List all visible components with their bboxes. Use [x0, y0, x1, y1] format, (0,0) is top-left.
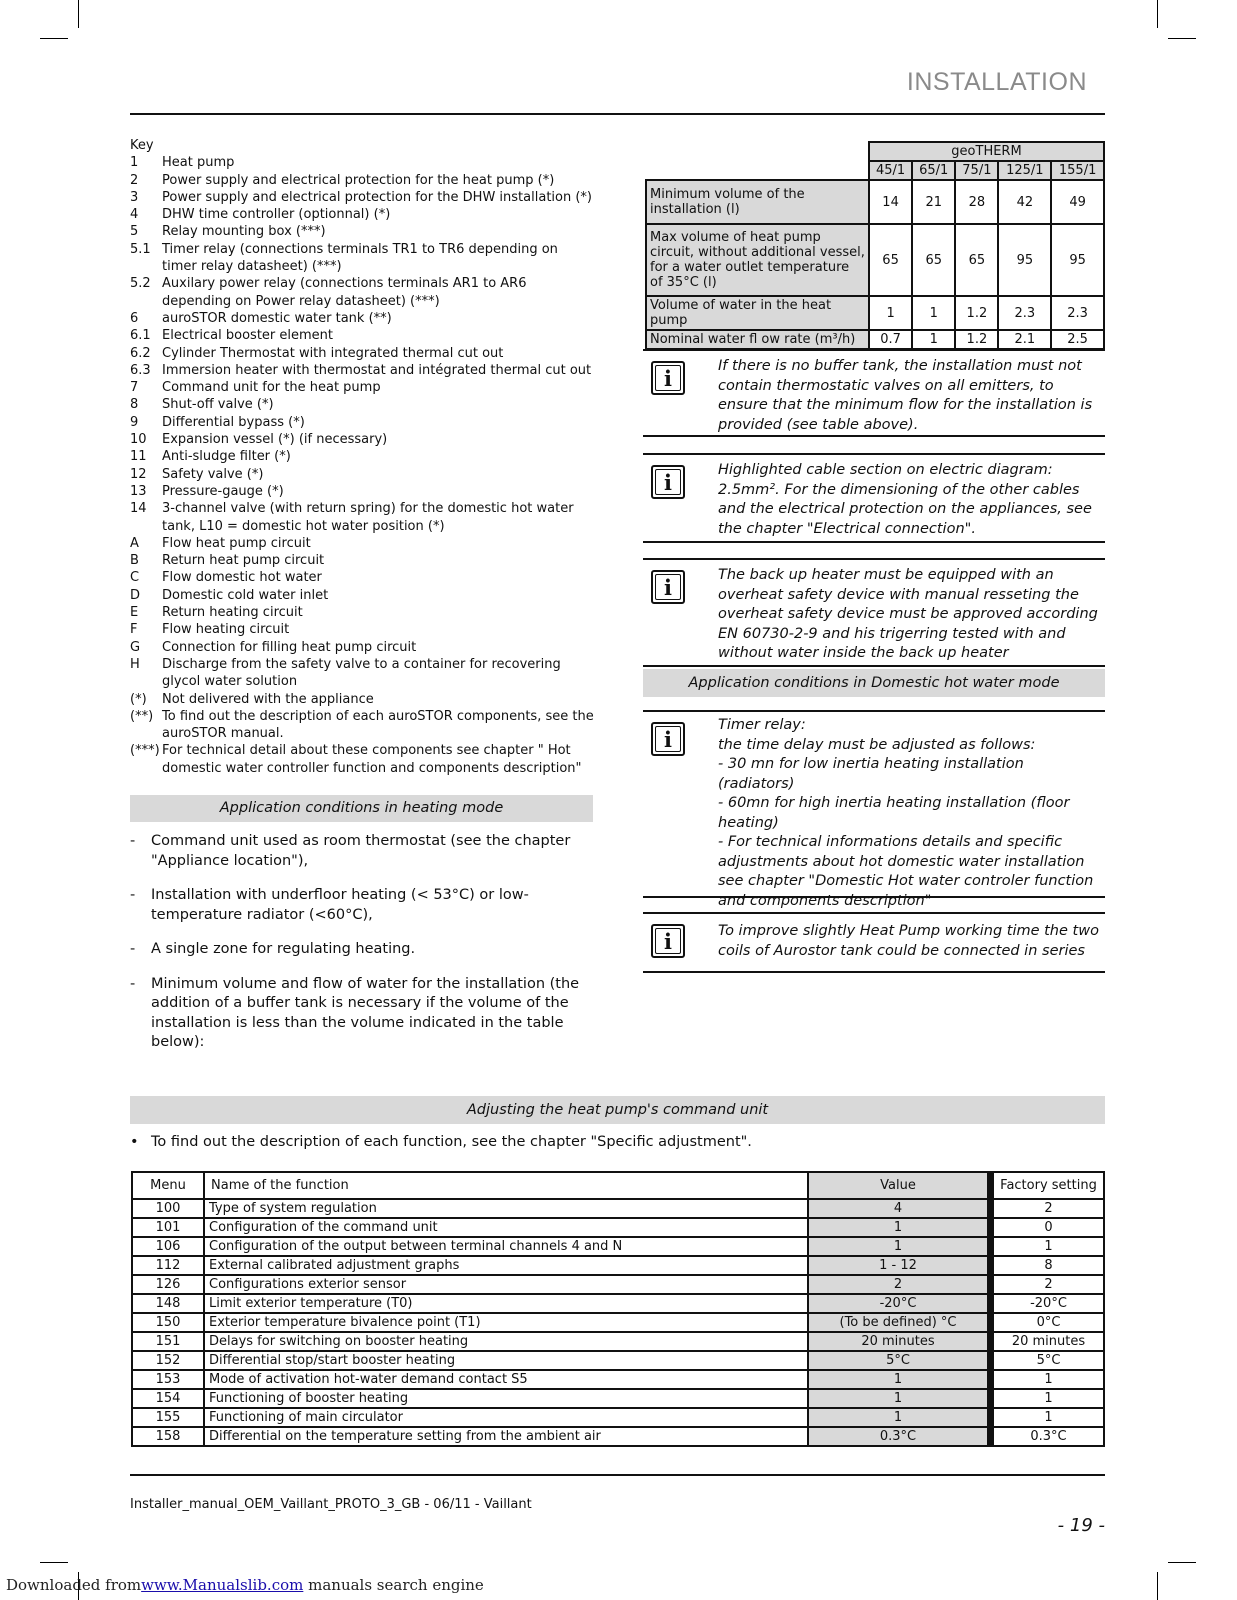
key-text: Expansion vessel (*) (if necessary) — [162, 432, 388, 448]
key-item — [130, 587, 595, 604]
download-prefix: Downloaded from — [6, 1576, 142, 1594]
crop-mark — [1157, 0, 1158, 28]
key-number: (**) — [130, 708, 154, 724]
factory-cell: 2 — [991, 1199, 1105, 1218]
key-number: C — [130, 570, 140, 586]
info-icon: i — [651, 361, 685, 395]
key-text: Return heating circuit — [162, 605, 303, 621]
key-text: Power supply and electrical protection for the heat pump (*) — [162, 172, 555, 188]
table-row — [132, 1313, 1104, 1332]
key-number: 6.2 — [130, 345, 151, 361]
heating-conditions-list — [130, 832, 600, 1068]
key-number: (*) — [130, 691, 147, 707]
column-header: Menu — [132, 1172, 204, 1199]
key-item — [130, 223, 595, 240]
menu-cell: 158 — [132, 1427, 204, 1446]
key-item — [130, 569, 595, 586]
key-item — [130, 656, 595, 691]
key-item — [130, 206, 595, 223]
command-unit-note — [130, 1134, 752, 1150]
key-text: Relay mounting box (***) — [162, 224, 326, 240]
key-item — [130, 552, 595, 569]
model-header: 125/1 — [998, 161, 1051, 180]
info-note — [643, 710, 1105, 909]
key-text: Electrical booster element — [162, 328, 333, 344]
key-number: (***) — [130, 743, 160, 759]
key-number: 12 — [130, 466, 147, 482]
key-item — [130, 500, 595, 535]
info-note — [643, 558, 1105, 667]
key-item — [130, 241, 595, 276]
dhw-mode-heading: Application conditions in Domestic hot water mode — [643, 669, 1105, 697]
menu-cell: 154 — [132, 1389, 204, 1408]
key-item — [130, 535, 595, 552]
key-number: 1 — [130, 155, 139, 171]
table-cell: 2.5 — [1051, 330, 1104, 349]
key-item — [130, 154, 595, 171]
key-number: G — [130, 639, 141, 655]
menu-cell: 155 — [132, 1408, 204, 1427]
footer-doc: Installer_manual_OEM_Vaillant_PROTO_3_GB - 06/11 - Vaillant — [130, 1497, 532, 1512]
value-cell: 1 — [808, 1389, 991, 1408]
menu-cell: 100 — [132, 1199, 204, 1218]
key-number: 8 — [130, 397, 139, 413]
key-item — [130, 691, 595, 708]
info-note — [643, 912, 1105, 973]
key-text: Power supply and electrical protection for the DHW installation (*) — [162, 189, 592, 205]
key-item — [130, 327, 595, 344]
factory-cell: -20°C — [991, 1294, 1105, 1313]
key-number: 5.2 — [130, 276, 151, 292]
key-number: 7 — [130, 380, 139, 396]
table-cell: 14 — [869, 180, 912, 224]
note-text: Highlighted cable section on electric diagram: 2.5mm². For the dimensioning of the other cables and the electrical protection on the appliances, see the chapter "Electrical connection". — [718, 462, 1092, 537]
table-cell: 1.2 — [955, 296, 998, 330]
key-text: Connection for filling heat pump circuit — [162, 639, 417, 655]
key-number: 3 — [130, 189, 139, 205]
key-text: Safety valve (*) — [162, 466, 264, 482]
table-cell: 65 — [955, 224, 998, 296]
crop-mark — [1168, 38, 1196, 39]
key-text: Heat pump — [162, 155, 235, 171]
value-cell: 1 — [808, 1218, 991, 1237]
row-label: Minimum volume of the installation (l) — [646, 180, 869, 224]
key-number: E — [130, 605, 139, 621]
function-cell: Type of system regulation — [204, 1199, 808, 1218]
table-row — [132, 1199, 1104, 1218]
value-cell: -20°C — [808, 1294, 991, 1313]
value-cell: 1 — [808, 1408, 991, 1427]
function-cell: Functioning of main circulator — [204, 1408, 808, 1427]
function-cell: Functioning of booster heating — [204, 1389, 808, 1408]
table-cell: 49 — [1051, 180, 1104, 224]
table-row — [132, 1256, 1104, 1275]
model-header: 75/1 — [955, 161, 998, 180]
key-text: To find out the description of each auroSTOR components, see the auroSTOR manual. — [162, 708, 594, 742]
info-icon: i — [651, 722, 685, 756]
crop-mark — [40, 38, 68, 39]
key-text: Auxilary power relay (connections terminals AR1 to AR6 depending on Power relay datasheet) (***) — [162, 276, 527, 309]
key-item — [130, 414, 595, 431]
key-text: Anti-sludge filter (*) — [162, 449, 291, 465]
column-header: Name of the function — [204, 1172, 808, 1199]
key-number: A — [130, 535, 139, 551]
table-blank — [646, 161, 869, 180]
info-icon: i — [651, 570, 685, 604]
key-text: For technical detail about these components see chapter " Hot domestic water controller function and components description" — [162, 743, 582, 776]
key-number: F — [130, 622, 138, 638]
crop-mark — [1168, 1562, 1196, 1563]
table-cell: 1.2 — [955, 330, 998, 349]
table-cell: 2.3 — [998, 296, 1051, 330]
key-text: Not delivered with the appliance — [162, 691, 374, 707]
table-cell: 2.3 — [1051, 296, 1104, 330]
key-item — [130, 639, 595, 656]
key-number: 10 — [130, 432, 147, 448]
table-cell: 65 — [912, 224, 955, 296]
key-number: B — [130, 553, 139, 569]
function-cell: Differential stop/start booster heating — [204, 1351, 808, 1370]
key-number: 4 — [130, 207, 139, 223]
factory-cell: 20 minutes — [991, 1332, 1105, 1351]
value-cell: 4 — [808, 1199, 991, 1218]
heating-mode-heading: Application conditions in heating mode — [130, 795, 593, 822]
key-item — [130, 189, 595, 206]
key-number: 13 — [130, 483, 147, 499]
list-item: - A single zone for regulating heating. — [130, 940, 600, 960]
key-number: 6.3 — [130, 362, 151, 378]
geotherm-title: geoTHERM — [869, 142, 1104, 161]
value-cell: (To be defined) °C — [808, 1313, 991, 1332]
function-cell: Configuration of the output between terminal channels 4 and N — [204, 1237, 808, 1256]
key-number: 5 — [130, 224, 139, 240]
key-text: Command unit for the heat pump — [162, 380, 381, 396]
key-text: DHW time controller (optionnal) (*) — [162, 207, 391, 223]
key-number: 5.1 — [130, 241, 151, 257]
key-text: Shut-off valve (*) — [162, 397, 274, 413]
menu-cell: 152 — [132, 1351, 204, 1370]
key-text: Domestic cold water inlet — [162, 587, 329, 603]
function-cell: Delays for switching on booster heating — [204, 1332, 808, 1351]
key-item — [130, 448, 595, 465]
factory-cell: 0 — [991, 1218, 1105, 1237]
key-text: Pressure-gauge (*) — [162, 483, 284, 499]
function-cell: Limit exterior temperature (T0) — [204, 1294, 808, 1313]
factory-cell: 8 — [991, 1256, 1105, 1275]
menu-cell: 153 — [132, 1370, 204, 1389]
note-text: Timer relay: the time delay must be adjusted as follows: - 30 mn for low inertia heating installation (radiators) - 60mn for high inertia heating installation (floor heating) - For technical informations details and specific adjustments about hot domestic water installation see chapter "Domestic Hot water controler function and components description" — [718, 717, 1094, 909]
table-cell: 1 — [912, 330, 955, 349]
table-cell: 95 — [998, 224, 1051, 296]
factory-cell: 1 — [991, 1237, 1105, 1256]
key-text: Flow domestic hot water — [162, 570, 322, 586]
factory-cell: 0.3°C — [991, 1427, 1105, 1446]
table-cell: 28 — [955, 180, 998, 224]
key-text: Immersion heater with thermostat and intégrated thermal cut out — [162, 362, 592, 378]
value-cell: 1 — [808, 1370, 991, 1389]
function-cell: External calibrated adjustment graphs — [204, 1256, 808, 1275]
menu-cell: 150 — [132, 1313, 204, 1332]
divider — [130, 113, 1105, 115]
table-cell: 65 — [869, 224, 912, 296]
table-row — [132, 1389, 1104, 1408]
key-item — [130, 275, 595, 310]
key-text: Differential bypass (*) — [162, 414, 305, 430]
key-number: 6.1 — [130, 328, 151, 344]
table-row — [132, 1218, 1104, 1237]
key-list — [130, 137, 595, 777]
table-row — [132, 1408, 1104, 1427]
menu-cell: 148 — [132, 1294, 204, 1313]
table-row — [132, 1370, 1104, 1389]
manualslib-link[interactable]: www.Manualslib.com — [141, 1576, 304, 1594]
key-text: Flow heating circuit — [162, 622, 290, 638]
model-header: 45/1 — [869, 161, 912, 180]
value-cell: 1 - 12 — [808, 1256, 991, 1275]
column-header: Factory setting — [991, 1172, 1105, 1199]
key-item — [130, 310, 595, 327]
model-header: 65/1 — [912, 161, 955, 180]
table-cell: 0.7 — [869, 330, 912, 349]
key-item — [130, 604, 595, 621]
key-number: D — [130, 587, 141, 603]
key-item — [130, 172, 595, 189]
table-row — [132, 1275, 1104, 1294]
list-item: - Command unit used as room thermostat (see the chapter "Appliance location"), — [130, 832, 600, 871]
factory-cell: 1 — [991, 1389, 1105, 1408]
table-row — [132, 1427, 1104, 1446]
key-number: 14 — [130, 501, 147, 517]
command-unit-table — [131, 1171, 1105, 1447]
value-cell: 20 minutes — [808, 1332, 991, 1351]
table-row — [132, 1332, 1104, 1351]
key-text: 3-channel valve (with return spring) for the domestic hot water tank, L10 = domestic hot water position (*) — [162, 501, 574, 534]
function-cell: Configurations exterior sensor — [204, 1275, 808, 1294]
note-text: To improve slightly Heat Pump working time the two coils of Aurostor tank could be connected in series — [718, 923, 1099, 959]
factory-cell: 1 — [991, 1408, 1105, 1427]
download-suffix: manuals search engine — [303, 1576, 484, 1594]
factory-cell: 5°C — [991, 1351, 1105, 1370]
key-text: Flow heat pump circuit — [162, 535, 311, 551]
list-item: - Installation with underfloor heating (< 53°C) or low-temperature radiator (<60°C), — [130, 886, 600, 925]
key-text: Cylinder Thermostat with integrated thermal cut out — [162, 345, 504, 361]
key-text: Timer relay (connections terminals TR1 to TR6 depending on timer relay datasheet) (***) — [162, 241, 558, 275]
table-row — [132, 1351, 1104, 1370]
function-cell: Configuration of the command unit — [204, 1218, 808, 1237]
list-item-text: Command unit used as room thermostat (see the chapter "Appliance location"), — [151, 833, 571, 869]
menu-cell: 101 — [132, 1218, 204, 1237]
menu-cell: 126 — [132, 1275, 204, 1294]
divider — [130, 1474, 1105, 1476]
table-cell: 21 — [912, 180, 955, 224]
table-row — [132, 1237, 1104, 1256]
key-items — [130, 154, 595, 777]
key-text: auroSTOR domestic water tank (**) — [162, 310, 392, 326]
table-cell: 1 — [912, 296, 955, 330]
value-cell: 0.3°C — [808, 1427, 991, 1446]
crop-mark — [40, 1562, 68, 1563]
menu-cell: 106 — [132, 1237, 204, 1256]
list-item-text: Installation with underfloor heating (< 53°C) or low-temperature radiator (<60°C), — [151, 887, 529, 923]
command-unit-heading: Adjusting the heat pump's command unit — [130, 1096, 1105, 1124]
key-item — [130, 345, 595, 362]
key-item — [130, 379, 595, 396]
key-number: 11 — [130, 449, 147, 465]
factory-cell: 2 — [991, 1275, 1105, 1294]
table-cell: 1 — [869, 296, 912, 330]
info-icon: i — [651, 465, 685, 499]
key-item — [130, 483, 595, 500]
table-cell: 95 — [1051, 224, 1104, 296]
menu-cell: 151 — [132, 1332, 204, 1351]
page-number: - 19 - — [1057, 1515, 1105, 1536]
factory-cell: 0°C — [991, 1313, 1105, 1332]
model-header: 155/1 — [1051, 161, 1104, 180]
crop-mark — [1157, 1572, 1158, 1600]
table-cell: 42 — [998, 180, 1051, 224]
table-blank — [646, 142, 869, 161]
list-item-text: Minimum volume and flow of water for the installation (the addition of a buffer tank is necessary if the volume of the installation is less than the volume indicated in the table below): — [151, 975, 580, 1050]
column-header: Value — [808, 1172, 991, 1199]
table-row — [132, 1294, 1104, 1313]
key-item — [130, 431, 595, 448]
section-title: INSTALLATION — [906, 68, 1087, 96]
info-note — [643, 453, 1105, 543]
function-cell: Exterior temperature bivalence point (T1) — [204, 1313, 808, 1332]
key-number: 6 — [130, 310, 139, 326]
key-item — [130, 621, 595, 638]
crop-mark — [78, 0, 79, 28]
command-unit-rows — [132, 1199, 1104, 1446]
geotherm-table — [645, 141, 1105, 350]
key-item — [130, 362, 595, 379]
key-number: 9 — [130, 414, 139, 430]
note-text: If there is no buffer tank, the installation must not contain thermostatic valves on all emitters, to ensure that the minimum flow for the installation is provided (see table above). — [718, 358, 1093, 433]
factory-cell: 1 — [991, 1370, 1105, 1389]
key-item — [130, 396, 595, 413]
note-text: The back up heater must be equipped with an overheat safety device with manual resseting the overheat safety device must be approved according EN 60730-2-9 and his trigerring tested with and without water inside the back up heater — [718, 567, 1098, 661]
table-cell: 2.1 — [998, 330, 1051, 349]
list-item: - Minimum volume and flow of water for the installation (the addition of a buffer tank is necessary if the volume of the installation is less than the volume indicated in the table below): — [130, 975, 600, 1053]
key-item — [130, 466, 595, 483]
value-cell: 1 — [808, 1237, 991, 1256]
menu-cell: 112 — [132, 1256, 204, 1275]
value-cell: 5°C — [808, 1351, 991, 1370]
command-unit-note-text: To find out the description of each function, see the chapter "Specific adjustment". — [151, 1134, 752, 1150]
list-item-text: A single zone for regulating heating. — [151, 941, 416, 957]
row-label: Volume of water in the heat pump — [646, 296, 869, 330]
row-label: Max volume of heat pump circuit, without additional vessel, for a water outlet temperature of 35°C (l) — [646, 224, 869, 296]
value-cell: 2 — [808, 1275, 991, 1294]
key-text: Return heat pump circuit — [162, 553, 325, 569]
function-cell: Differential on the temperature setting from the ambient air — [204, 1427, 808, 1446]
row-label: Nominal water fl ow rate (m³/h) — [646, 330, 869, 349]
info-icon: i — [651, 924, 685, 958]
key-item — [130, 708, 595, 743]
bullet-icon: • — [130, 1134, 139, 1150]
key-number: 2 — [130, 172, 139, 188]
key-title: Key — [130, 138, 154, 153]
key-text: Discharge from the safety valve to a container for recovering glycol water solution — [162, 656, 561, 690]
download-banner — [6, 1576, 484, 1594]
function-cell: Mode of activation hot-water demand contact S5 — [204, 1370, 808, 1389]
info-note — [643, 349, 1105, 437]
key-number: H — [130, 656, 140, 672]
key-item — [130, 742, 595, 777]
